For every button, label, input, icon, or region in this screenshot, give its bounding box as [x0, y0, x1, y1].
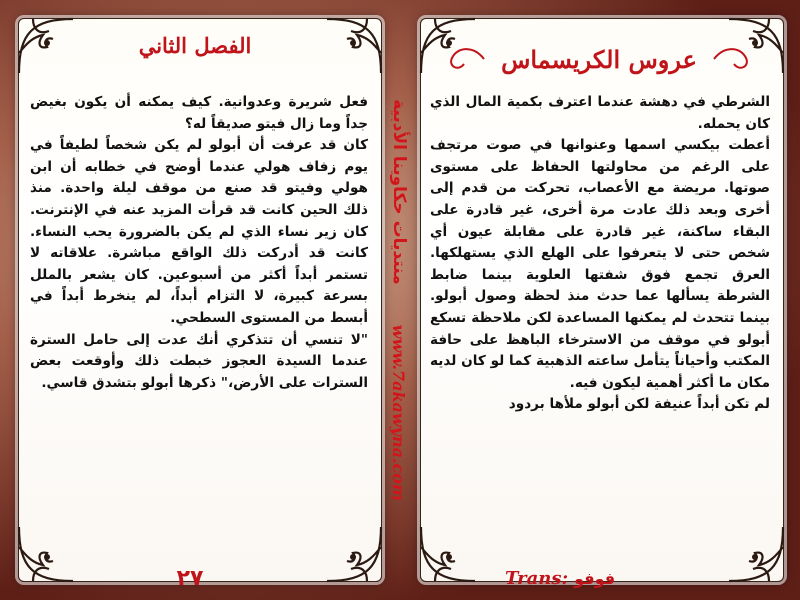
- translator-credit: [505, 568, 665, 589]
- spine-url: www.7akawyna.com: [389, 324, 409, 501]
- book-title: عروس الكريسماس: [501, 44, 697, 74]
- translator-label: Trans:: [505, 568, 569, 589]
- corner-ornament-icon: [415, 517, 485, 587]
- paragraph: لم تكن أبداً عنيفة لكن أبولو ملأها بردود: [508, 396, 770, 413]
- translator-name: فوفو: [574, 569, 616, 588]
- corner-ornament-icon: [13, 13, 83, 83]
- chapter-title: الفصل الثاني: [138, 32, 252, 58]
- paragraph: كان قد عرفت أن أبولو لم يكن شخصاً لطيفاً في يوم زفاف هولي عندما أوضح في خطابه أن ابن هولي وفيتو قد صنع من موقف ليلة واحدة. منذ ذلك الحين كانت قد قرأت المزيد عنه في الإنترنت. كان زير نساء الذي لم يكن بالضرورة يحب النساء. كانت قد أدركت ذلك الواقع مباشرة. علاقاته لا تستمر أبداً أكثر من أسبوعين. كان يشعر بالملل بسرعة كبيرة، لا التزام أبداً، لم ينخرط أبداً في أبسط من المستوى السطحي.: [30, 137, 368, 326]
- corner-ornament-icon: [13, 517, 83, 587]
- paragraph: أعطت بيكسي اسمها وعنوانها في صوت مرتجف على الرغم من محاولتها الحفاظ على مستوى صوتها. مريضة مع الأعصاب، تحركت من قدم إلى أخرى وبعد ذلك عادت مرة أخرى، غير قادرة على البقاء ساكنة، غير قادرة على مقابلة عيون أي شخص حتى لا يتعرفوا على الهلع الذي يستهلكها. العرق تجمع فوق شفتها العلوية بينما ضابط الشرطة يسألها عما حدث منذ لحظة وصول أبولو. بينما تتحدث لم يمكنها المساعدة لكن ملاحظة تسكع أبولو في موقف من الاسترخاء الباهظ على حافة المكتب وأحياناً يتأمل ساعته الذهبية كما لو كان لديه مكان ما أكثر أهمية ليكون فيه.: [430, 137, 770, 391]
- page-number: ٢٧: [176, 566, 204, 591]
- paragraph: فعل شريرة وعدوانية. كيف يمكنه أن يكون بغيض جداً وما زال فيتو صديقاً له؟: [30, 94, 368, 132]
- corner-ornament-icon: [317, 13, 387, 83]
- spine: [382, 30, 416, 570]
- corner-ornament-icon: [317, 517, 387, 587]
- spine-forum-label: منتديات حكاوينا الأدبية: [389, 99, 409, 285]
- left-page-text: [30, 92, 368, 394]
- corner-ornament-icon: [719, 517, 789, 587]
- right-page-text: [430, 92, 770, 416]
- paragraph: الشرطي في دهشة عندما اعترف بكمية المال الذي كان يحمله.: [430, 94, 770, 132]
- paragraph: "لا تنسي أن تتذكري أنك عدت إلى حامل السترة عندما السيدة العجوز خبطت ذلك وأوقعت بعض السترات على الأرض،" ذكرها أبولو بتشدق قاسي.: [30, 331, 368, 391]
